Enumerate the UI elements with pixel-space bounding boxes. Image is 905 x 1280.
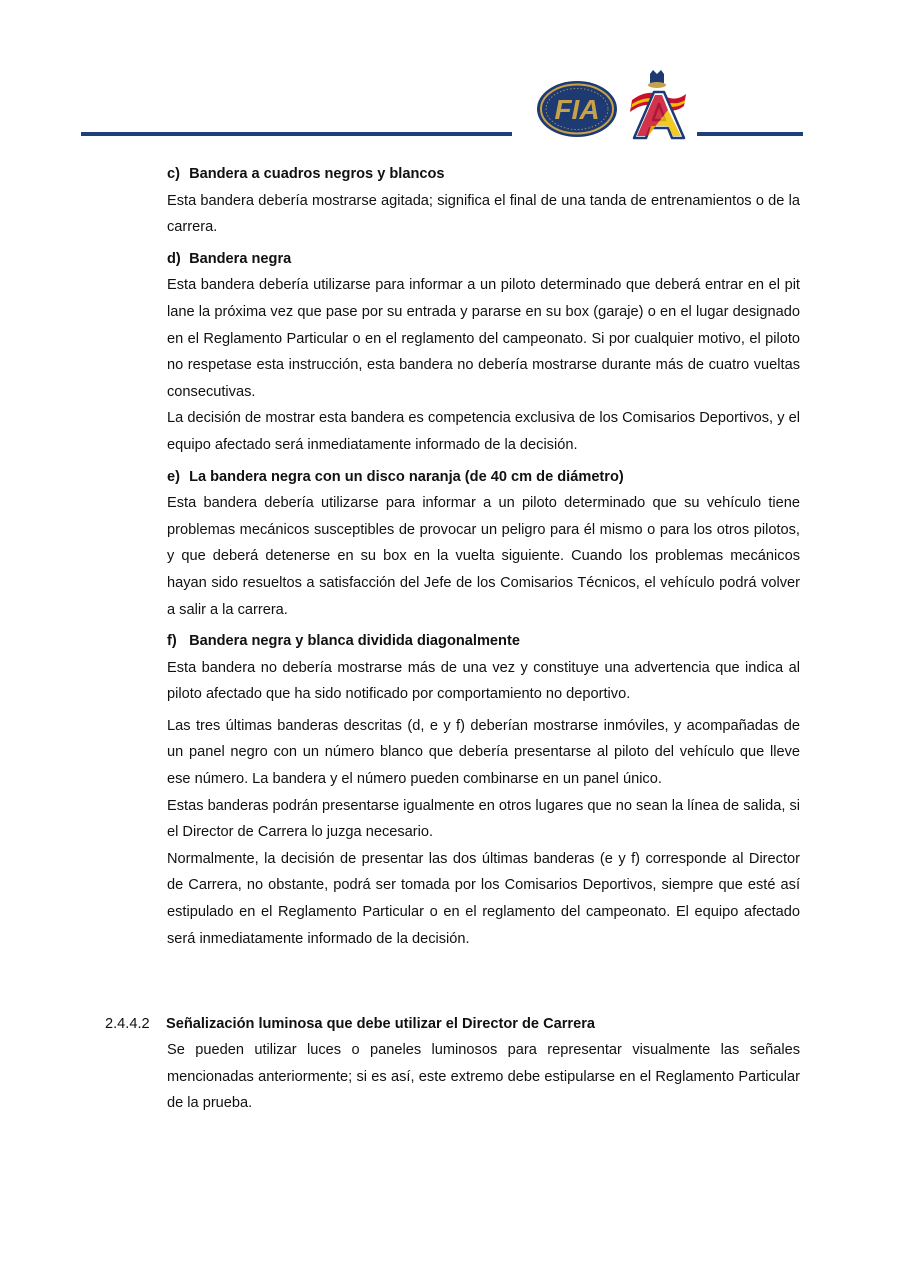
section-f-heading: Bandera negra y blanca dividida diagonalmente — [189, 633, 520, 650]
page-header — [0, 0, 905, 145]
section-d-label: d) — [167, 250, 181, 267]
section-c-label: c) — [167, 166, 180, 182]
crown-icon — [650, 70, 664, 84]
closing-paragraph-3: Normalmente, la decisión de presentar las dos últimas banderas (e y f) corresponde al Director de Carrera, no obstante, podrá ser tomada por los Comisarios Deportivos, siempre que esté así estipulado en el Reglamento Particular o en el reglamento del campeonato. El equipo afectado será inmediatamente informado de la decisión. — [167, 850, 800, 947]
section-f-title — [167, 628, 800, 655]
section-c-heading: Bandera a cuadros negros y blancos — [189, 166, 445, 182]
section-c-title — [167, 161, 800, 188]
section-c-paragraph: Esta bandera debería mostrarse agitada; significa el final de una tanda de entrenamientos o de la carrera. — [167, 192, 800, 236]
rfeda-logo — [624, 70, 690, 140]
fia-logo — [536, 80, 618, 138]
rfeda-logo-text: A — [624, 70, 625, 71]
section-e-heading: La bandera negra con un disco naranja (de 40 cm de diámetro) — [189, 468, 624, 485]
flag-sections — [167, 161, 800, 952]
subsection-body — [167, 1037, 800, 1117]
closing-paragraph-2: Estas banderas podrán presentarse igualmente en otros lugares que no sean la línea de salida, si el Director de Carrera lo juzga necesario. — [167, 797, 800, 841]
header-rule-right — [697, 132, 803, 136]
section-d-heading: Bandera negra — [189, 250, 292, 267]
subsection-title: Señalización luminosa que debe utilizar el Director de Carrera — [166, 1016, 596, 1032]
section-f-paragraph: Esta bandera no debería mostrarse más de una vez y constituye una advertencia que indica al piloto afectado que ha sido notificado por comportamiento no deportivo. — [167, 659, 800, 703]
section-d-paragraph-1: Esta bandera debería utilizarse para informar a un piloto determinado que deberá entrar en el pit lane la próxima vez que pase por su entrada y pararse en su box (garaje) o en el lugar designado en el Reglamento Particular o en el reglamento del campeonato. Si por cualquier motivo, el piloto no respetase esta instrucción, esta bandera no debería mostrarse durante más de cuatro vueltas consecutivas. — [167, 277, 800, 400]
subsection-paragraph: Se pueden utilizar luces o paneles luminosos para representar visualmente las señales mencionadas anteriormente; si es así, este extremo debe estipularse en el Reglamento Particular de la prueba. — [167, 1042, 800, 1112]
section-e-title — [167, 464, 800, 491]
section-e-label: e) — [167, 468, 180, 485]
section-d-title — [167, 246, 800, 273]
header-rule-left — [81, 132, 512, 136]
section-e-paragraph: Esta bandera debería utilizarse para informar a un piloto determinado que su vehículo tiene problemas mecánicos susceptibles de provocar un peligro para él mismo o para los otros pilotos, y que deberá detenerse en su box en la vuelta siguiente. Cuando los problemas mecánicos hayan sido resueltos a satisfacción del Jefe de los Comisarios Técnicos, el vehículo podrá volver a salir a la carrera. — [167, 495, 800, 618]
subsection-heading — [105, 1011, 805, 1038]
subsection-number: 2.4.4.2 — [105, 1016, 150, 1032]
closing-paragraph-1: Las tres últimas banderas descritas (d, e y f) deberían mostrarse inmóviles, y acompañadas de un panel negro con un número blanco que debería presentarse al piloto del vehículo que lleve ese número. La bandera y el número pueden combinarse en un panel único. — [167, 717, 800, 788]
fia-logo-text: FIA — [554, 94, 600, 125]
section-d-paragraph-2: La decisión de mostrar esta bandera es competencia exclusiva de los Comisarios Deportivos, y el equipo afectado será inmediatamente informado de la decisión. — [167, 410, 800, 453]
section-f-label: f) — [167, 633, 177, 650]
